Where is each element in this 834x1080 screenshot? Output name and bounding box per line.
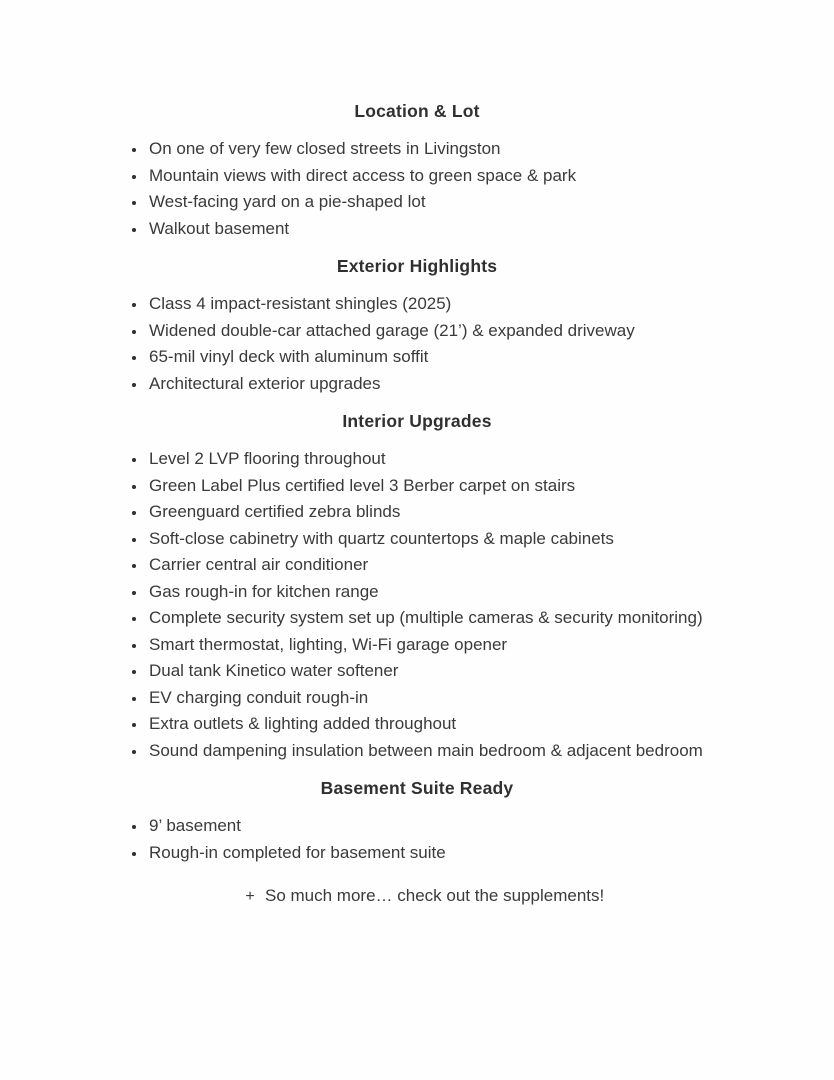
bullet-list bbox=[0, 813, 834, 866]
plus-marker: + bbox=[245, 888, 255, 905]
section-heading: Exterior Highlights bbox=[336, 256, 498, 276]
list-item: • Extra outlets & lighting added throughout bbox=[147, 711, 794, 738]
feature-section bbox=[0, 253, 834, 397]
list-item: • Rough-in completed for basement suite bbox=[147, 840, 794, 867]
list-item: • West-facing yard on a pie-shaped lot bbox=[147, 189, 794, 216]
list-item: • Greenguard certified zebra blinds bbox=[147, 499, 794, 526]
section-heading: Basement Suite Ready bbox=[320, 778, 514, 798]
list-item: • 9’ basement bbox=[147, 813, 794, 840]
bullet-list bbox=[0, 446, 834, 764]
list-item: • Level 2 LVP flooring throughout bbox=[147, 446, 794, 473]
list-item: • Dual tank Kinetico water softener bbox=[147, 658, 794, 685]
list-item: • Mountain views with direct access to green space & park bbox=[147, 163, 794, 190]
list-item: • Smart thermostat, lighting, Wi-Fi garage opener bbox=[147, 632, 794, 659]
footer-text: So much more… check out the supplements! bbox=[265, 886, 605, 905]
list-item: • Walkout basement bbox=[147, 216, 794, 243]
list-item: • Complete security system set up (multiple cameras & security monitoring) bbox=[147, 605, 794, 632]
footer-note bbox=[243, 883, 834, 911]
feature-section bbox=[0, 408, 834, 764]
list-item: • Architectural exterior upgrades bbox=[147, 371, 794, 398]
list-item: • Carrier central air conditioner bbox=[147, 552, 794, 579]
section-heading: Location & Lot bbox=[354, 101, 480, 121]
section-heading: Interior Upgrades bbox=[342, 411, 492, 431]
list-item: • Widened double-car attached garage (21’) & expanded driveway bbox=[147, 318, 794, 345]
list-item: • Sound dampening insulation between main bedroom & adjacent bedroom bbox=[147, 738, 794, 765]
bullet-list bbox=[0, 136, 834, 242]
list-item: • EV charging conduit rough-in bbox=[147, 685, 794, 712]
list-item: • On one of very few closed streets in Livingston bbox=[147, 136, 794, 163]
list-item: • Gas rough-in for kitchen range bbox=[147, 579, 794, 606]
feature-section bbox=[0, 98, 834, 242]
list-item: • Green Label Plus certified level 3 Berber carpet on stairs bbox=[147, 473, 794, 500]
feature-section bbox=[0, 775, 834, 866]
list-item: • 65-mil vinyl deck with aluminum soffit bbox=[147, 344, 794, 371]
sections-container bbox=[0, 98, 834, 866]
list-item: • Class 4 impact-resistant shingles (2025) bbox=[147, 291, 794, 318]
list-item: • Soft-close cabinetry with quartz countertops & maple cabinets bbox=[147, 526, 794, 553]
bullet-list bbox=[0, 291, 834, 397]
